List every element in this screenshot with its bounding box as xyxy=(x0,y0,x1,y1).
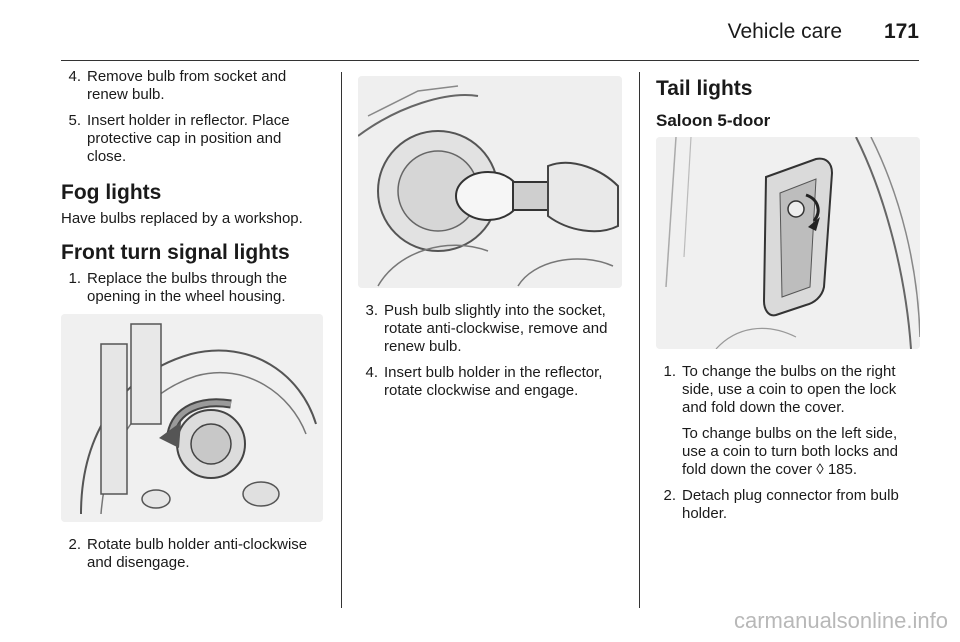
column-middle xyxy=(358,68,622,408)
step-text: Detach plug connector from bulb holder. xyxy=(682,487,899,522)
step-text: To change the bulbs on the right side, use a coin to open the lock and fold down the cover. xyxy=(682,363,897,416)
fog-lights-text: Have bulbs replaced by a workshop. xyxy=(61,210,303,227)
step-number: 4. xyxy=(68,68,81,85)
step-item xyxy=(358,302,622,356)
step-text: Push bulb slightly into the socket, rotate anti-clockwise, remove and renew bulb. xyxy=(384,302,608,355)
bulb-socket-drawing xyxy=(358,76,622,288)
step-number: 1. xyxy=(663,363,676,380)
step-number: 2. xyxy=(68,536,81,553)
column-divider xyxy=(341,72,342,608)
step-number: 4. xyxy=(365,364,378,381)
header-rule xyxy=(61,60,919,61)
tail-lights-heading: Tail lights xyxy=(656,77,753,100)
wheel-housing-illustration xyxy=(61,314,323,522)
fog-lights-heading: Fog lights xyxy=(61,181,162,204)
step-item xyxy=(61,68,323,104)
header-title: Vehicle care xyxy=(727,20,842,43)
tail-light-cover-illustration xyxy=(656,137,920,349)
step-text: Rotate bulb holder anti-clockwise and disengage. xyxy=(87,536,308,571)
bulb-removal-illustration xyxy=(358,76,622,288)
step-item xyxy=(61,112,323,166)
step-text: Remove bulb from socket and renew bulb. xyxy=(87,68,287,103)
step-text: Insert holder in reflector. Place protective cap in position and close. xyxy=(87,112,290,165)
step-item xyxy=(358,364,622,400)
page-number: 171 xyxy=(883,20,919,43)
step-item xyxy=(61,536,323,572)
step-number: 5. xyxy=(68,112,81,129)
step-item xyxy=(656,363,920,417)
step-number: 1. xyxy=(68,270,81,287)
page-header xyxy=(0,0,960,62)
step-text: Replace the bulbs through the opening in the wheel housing. xyxy=(87,270,288,305)
tail-light-cover-drawing xyxy=(656,137,920,349)
column-left xyxy=(61,68,323,580)
column-divider xyxy=(639,72,640,608)
watermark: carmanualsonline.info xyxy=(733,608,948,633)
step-item xyxy=(656,487,920,523)
turn-signal-heading: Front turn signal lights xyxy=(61,241,290,264)
step-paragraph: To change bulbs on the left side, use a coin to turn both locks and fold down the cover ◊ 185. xyxy=(682,425,898,478)
step-number: 3. xyxy=(365,302,378,319)
step-item xyxy=(61,270,323,306)
step-number: 2. xyxy=(663,487,676,504)
saloon-5-door-subheading: Saloon 5-door xyxy=(656,111,771,130)
step-text: Insert bulb holder in the reflector, rotate clockwise and engage. xyxy=(384,364,603,399)
column-right xyxy=(656,68,920,531)
wheel-housing-drawing xyxy=(61,314,323,522)
